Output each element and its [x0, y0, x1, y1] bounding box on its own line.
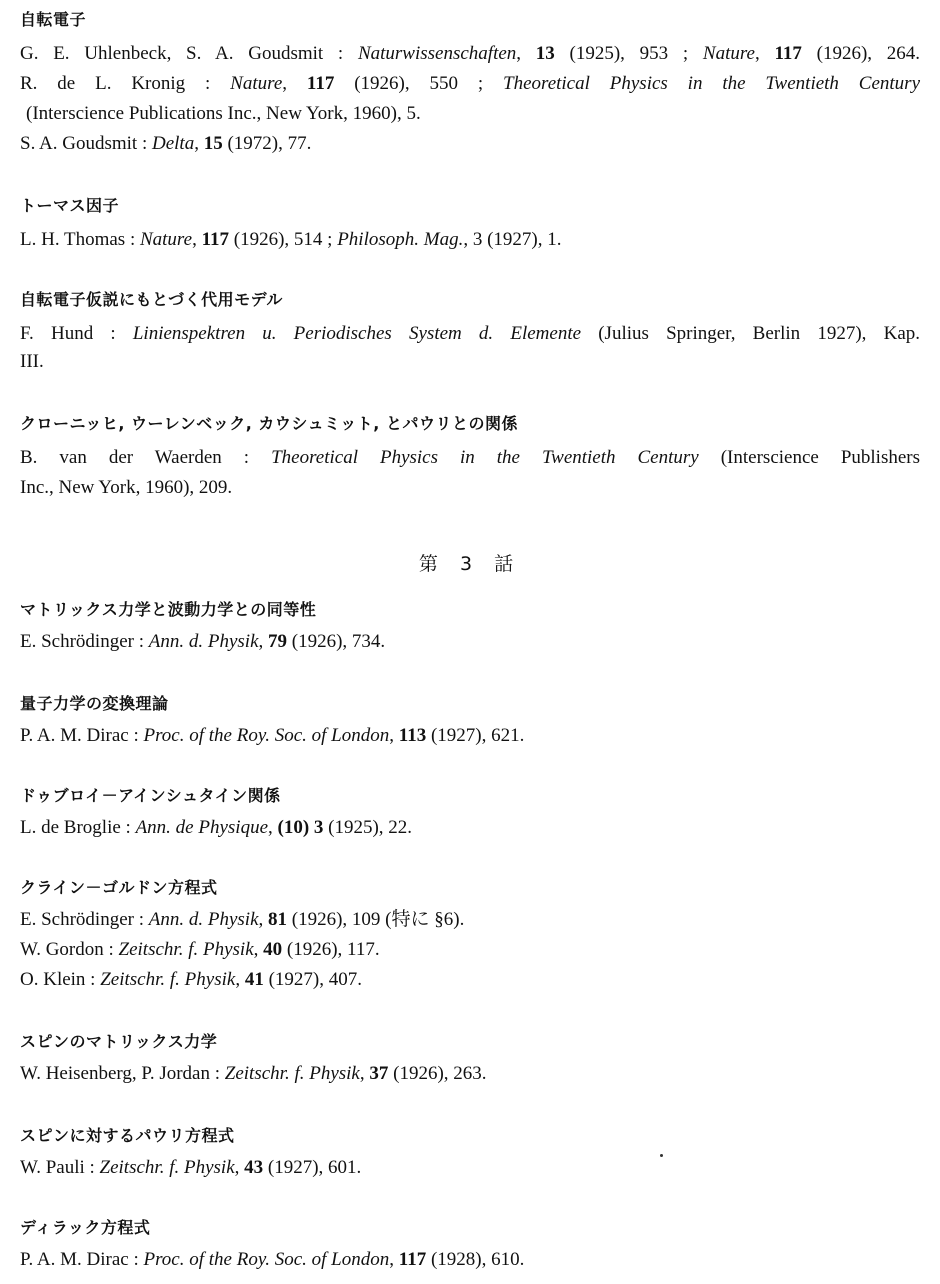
section-heading-alternative-model: 自転電子仮説にもとづく代用モデル	[20, 290, 283, 309]
section-heading-spin-matrix-mechanics: スピンのマトリックス力学	[20, 1032, 218, 1051]
section-heading-dirac-equation: ディラック方程式	[20, 1218, 151, 1237]
reference-hund: F. Hund : Linienspektren u. Periodisches System d. Elemente (Julius Springer, Berlin 1927), Kap.	[20, 323, 921, 344]
reference-goudsmit-delta: S. A. Goudsmit : Delta, 15 (1972), 77.	[20, 133, 312, 154]
print-speck	[660, 1154, 663, 1157]
reference-dirac-113: P. A. M. Dirac : Proc. of the Roy. Soc. of London, 113 (1927), 621.	[20, 725, 525, 746]
reference-de-broglie: L. de Broglie : Ann. de Physique, (10) 3 (1925), 22.	[20, 817, 413, 838]
reference-van-der-waerden: B. van der Waerden : Theoretical Physics in the Twentieth Century (Interscience Publishers	[20, 447, 920, 468]
section-heading-transformation-theory: 量子力学の変換理論	[20, 694, 169, 713]
section-heading-pauli-equation: スピンに対するパウリ方程式	[20, 1126, 235, 1145]
reference-hund-continued: III.	[20, 351, 44, 372]
reference-kronig-continued: (Interscience Publications Inc., New York, 1960), 5.	[26, 103, 421, 124]
reference-schrodinger-79: E. Schrödinger : Ann. d. Physik, 79 (1926), 734.	[20, 631, 386, 652]
section-heading-de-broglie-einstein: ドゥブロイ－アインシュタイン関係	[20, 786, 281, 805]
reference-gordon: W. Gordon : Zeitschr. f. Physik, 40 (1926), 117.	[20, 939, 380, 960]
reference-van-der-waerden-continued: Inc., New York, 1960), 209.	[20, 477, 233, 498]
section-heading-relations: クローニッヒ, ウーレンベック, カウシュミット, とパウリとの関係	[20, 414, 518, 433]
reference-kronig: R. de L. Kronig : Nature, 117 (1926), 550 ; Theoretical Physics in the Twentieth Century	[20, 73, 921, 94]
chapter-title: 第 3 話	[418, 553, 522, 575]
reference-heisenberg-jordan: W. Heisenberg, P. Jordan : Zeitschr. f. Physik, 37 (1926), 263.	[20, 1063, 487, 1084]
reference-uhlenbeck-goudsmit: G. E. Uhlenbeck, S. A. Goudsmit : Naturwissenschaften, 13 (1925), 953 ; Nature, 117 (1926), 264.	[20, 43, 921, 64]
section-heading-spinning-electron: 自転電子	[20, 10, 87, 29]
reference-pauli: W. Pauli : Zeitschr. f. Physik, 43 (1927), 601.	[20, 1157, 362, 1178]
reference-klein: O. Klein : Zeitschr. f. Physik, 41 (1927), 407.	[20, 969, 362, 990]
section-heading-klein-gordon: クライン－ゴルドン方程式	[20, 878, 218, 897]
section-heading-equivalence: マトリックス力学と波動力学との同等性	[20, 600, 317, 619]
reference-schrodinger-81: E. Schrödinger : Ann. d. Physik, 81 (1926), 109 (特に §6).	[20, 909, 465, 930]
reference-thomas: L. H. Thomas : Nature, 117 (1926), 514 ; Philosoph. Mag., 3 (1927), 1.	[20, 229, 562, 250]
section-heading-thomas-factor: トーマス因子	[20, 196, 120, 215]
reference-dirac-117: P. A. M. Dirac : Proc. of the Roy. Soc. of London, 117 (1928), 610.	[20, 1249, 525, 1270]
